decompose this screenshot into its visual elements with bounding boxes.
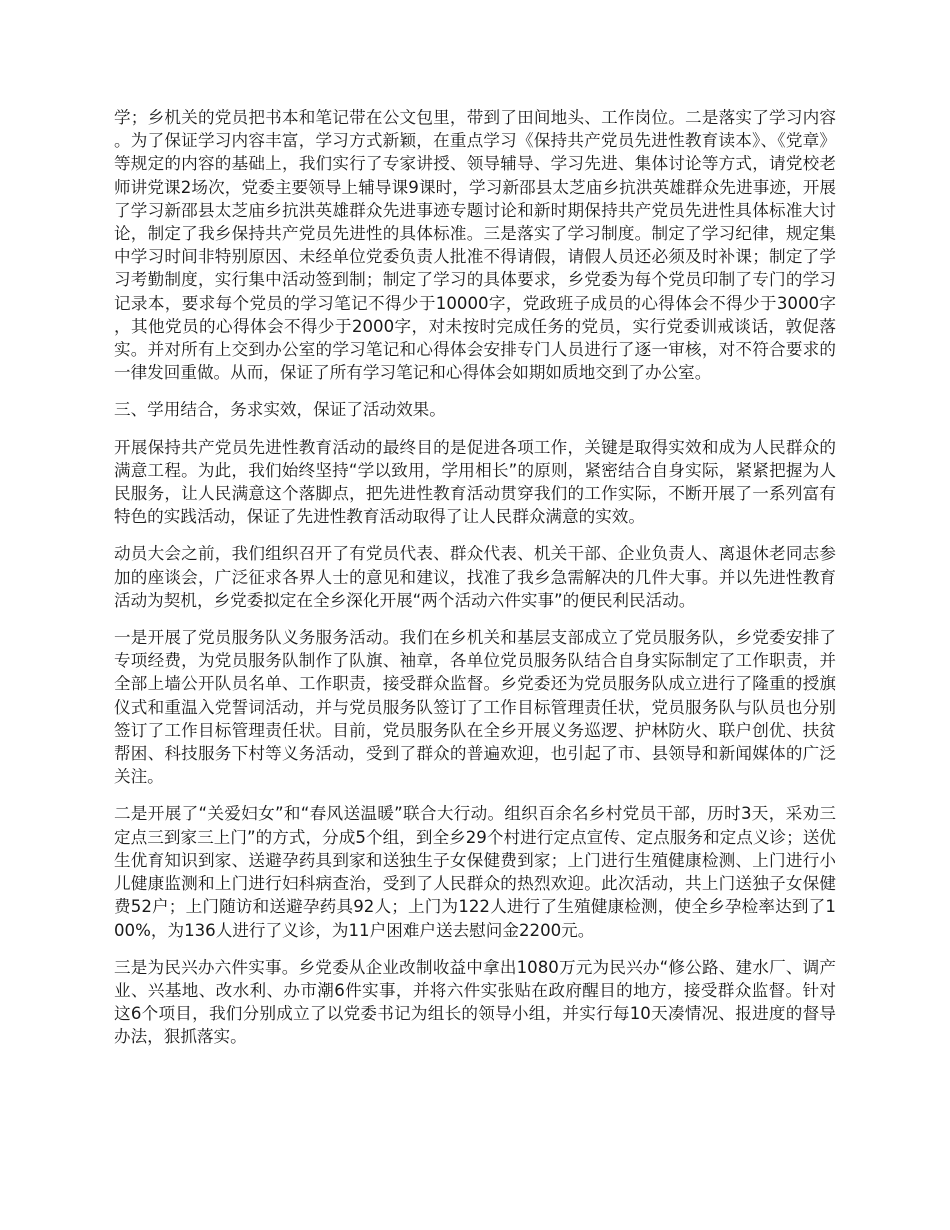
- section-heading-three: 三、学用结合，务求实效，保证了活动效果。: [114, 400, 446, 420]
- paragraph-service-team: 一是开展了党员服务队义务服务活动。我们在乡机关和基层支部成立了党员服务队，乡党委安排了专项经费，为党员服务队制作了队旗、袖章，各单位党员服务队结合自身实际制定了工作职责，并全部上墙公开队员名单、工作职责，接受群众监督。乡党委还为党员服务队成立进行了隆重的授旗仪式和重温入党誓词活动，并与党员服务队签订了工作目标管理责任状，党员服务队与队员也分别签订了工作目标管理责任状。目前，党员服务队在全乡开展义务巡逻、护林防火、联户创优、扶贫帮困、科技服务下村等义务活动，受到了群众的普遍欢迎，也引起了市、县领导和新闻媒体的广泛关注。: [114, 628, 836, 787]
- paragraph-joint-action: 二是开展了“关爱妇女”和“春风送温暖”联合大行动。组织百余名乡村党员干部，历时3天，采劝三定点三到家三上门”的方式，分成5个组，到全乡29个村进行定点宣传、定点服务和定点义诊；送优生优育知识到家、送避孕药具到家和送独生子女保健费到家；上门进行生殖健康检测、上门进行小儿健康监测和上门进行妇科病查治，受到了人民群众的热烈欢迎。此次活动，共上门送独子女保健费52户；上门随访和送避孕药具92人；上门为122人进行了生殖健康检测，使全乡孕检率达到了100%，为136人进行了义诊，为11户困难户送去慰问金2200元。: [114, 804, 836, 940]
- paragraph-forum: 动员大会之前，我们组织召开了有党员代表、群众代表、机关干部、企业负责人、离退休老同志参加的座谈会，广泛征求各界人士的意见和建议，找准了我乡急需解决的几件大事。并以先进性教育活动为契机，乡党委拟定在全乡深化开展“两个活动六件实事”的便民利民活动。: [114, 544, 836, 610]
- paragraph-six-projects: 三是为民兴办六件实事。乡党委从企业改制收益中拿出1080万元为民兴办“修公路、建水厂、调产业、兴基地、改水利、办市潮6件实事，并将六件实张贴在政府醒目的地方，接受群众监督。针对这6个项目，我们分别成立了以党委书记为组长的领导小组，并实行每10天凑情况、报进度的督导办法，狠抓落实。: [114, 957, 836, 1047]
- paragraph-study-system: 学；乡机关的党员把书本和笔记带在公文包里，带到了田间地头、工作岗位。二是落实了学习内容。为了保证学习内容丰富，学习方式新颖，在重点学习《保持共产党员先进性教育读本》、《党章》等规定的内容的基础上，我们实行了专家讲授、领导辅导、学习先进、集体讨论等方式，请党校老师讲党课2场次，党委主要领导上辅导课9课时，学习新邵县太芝庙乡抗洪英雄群众先进事迹，开展了学习新邵县太芝庙乡抗洪英雄群众先进事迹专题讨论和新时期保持共产党员先进性具体标准大讨论，制定了我乡保持共产党员先进性的具体标准。三是落实了学习制度。制定了学习纪律，规定集中学习时间非特别原因、未经单位党委负责人批准不得请假，请假人员还必须及时补课；制定了学习考勤制度，实行集中活动签到制；制定了学习的具体要求，乡党委为每个党员印制了专门的学习记录本，要求每个党员的学习笔记不得少于10000字，党政班子成员的心得体会不得少于3000字，其他党员的心得体会不得少于2000字，对未按时完成任务的党员，实行党委训戒谈话，敦促落实。并对所有上交到办公室的学习笔记和心得体会安排专门人员进行了逐一审核，对不符合要求的一律发回重做。从而，保证了所有学习笔记和心得体会如期如质地交到了办公室。: [114, 108, 836, 383]
- paragraph-purpose: 开展保持共产党员先进性教育活动的最终目的是促进各项工作，关键是取得实效和成为人民群众的满意工程。为此，我们始终坚持“学以致用，学用相长”的原则，紧密结合自身实际，紧紧把握为人民服务，让人民满意这个落脚点，把先进性教育活动贯穿我们的工作实际，不断开展了一系列富有特色的实践活动，保证了先进性教育活动取得了让人民群众满意的实效。: [114, 437, 836, 527]
